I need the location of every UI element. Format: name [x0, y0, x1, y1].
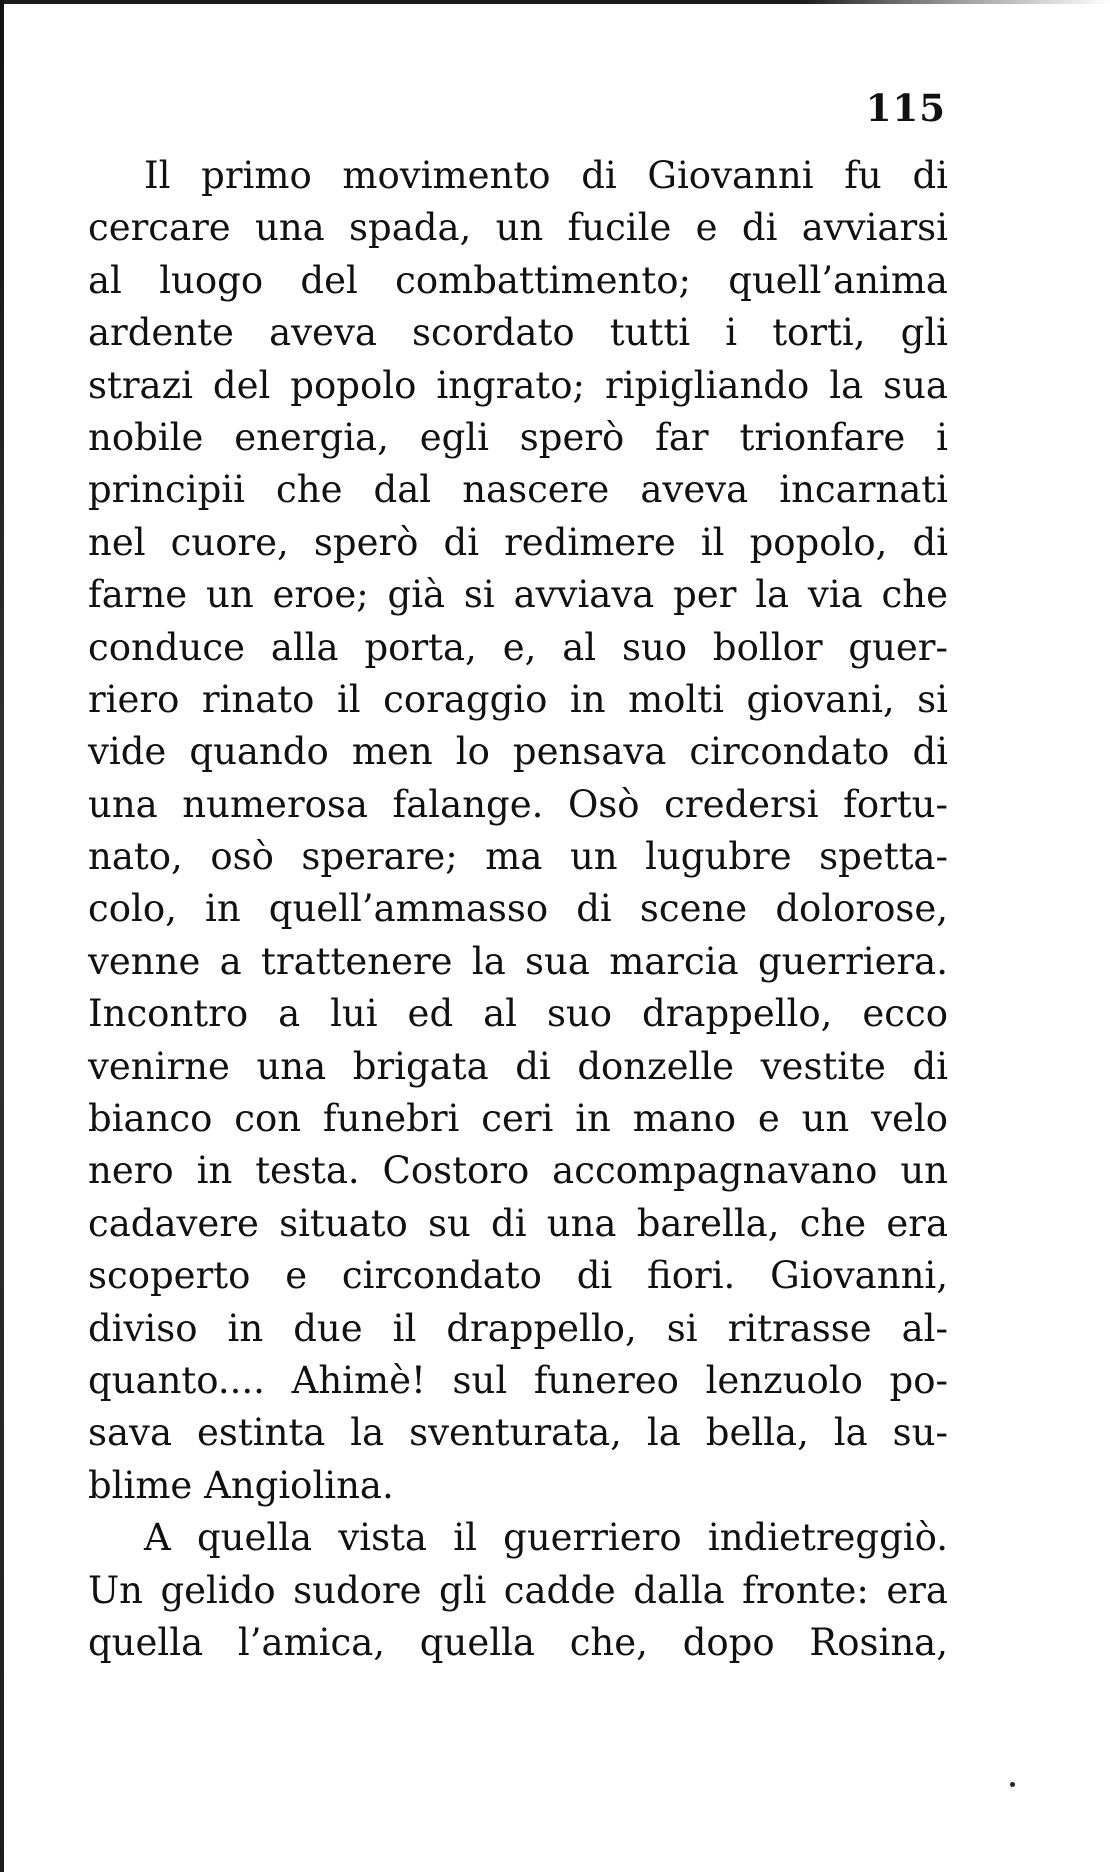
text-line: riero rinato il coraggio in molti giovani, si — [88, 677, 948, 721]
text-line: ardente aveva scordato tutti i torti, gli — [88, 311, 948, 355]
text-line: Un gelido sudore gli cadde dalla fronte: era — [88, 1568, 948, 1612]
text-line: nel cuore, sperò di redimere il popolo, di — [88, 520, 948, 564]
paragraph-1 — [88, 150, 948, 1512]
text-line: colo, in quell’ammasso di scene dolorose, — [88, 887, 948, 931]
scan-top-edge — [0, 0, 1110, 4]
scan-speck — [1010, 1782, 1015, 1787]
text-line: Incontro a lui ed al suo drappello, ecco — [88, 992, 948, 1036]
text-line: scoperto e circondato di fiori. Giovanni, — [88, 1254, 948, 1298]
text-line: farne un eroe; già si avviava per la via che — [88, 573, 948, 617]
text-line: A quella vista il guerriero indietreggiò. — [144, 1516, 948, 1560]
text-line: quanto.... Ahimè! sul funereo lenzuolo po- — [88, 1358, 948, 1402]
text-line: nato, osò sperare; ma un lugubre spetta- — [88, 835, 948, 879]
paragraph-2 — [88, 1512, 948, 1669]
text-line: nero in testa. Costoro accompagnavano un — [88, 1149, 948, 1193]
text-line: conduce alla porta, e, al suo bollor guer- — [88, 625, 948, 669]
text-line: nobile energia, egli sperò far trionfare i — [88, 415, 948, 459]
text-line: cercare una spada, un fucile e di avviarsi — [88, 206, 948, 250]
text-line: Il primo movimento di Giovanni fu di — [144, 154, 948, 197]
scan-left-edge — [0, 0, 4, 1872]
text-line: vide quando men lo pensava circondato di — [88, 730, 948, 774]
text-line: bianco con funebri ceri in mano e un velo — [88, 1097, 948, 1141]
page-number: 115 — [865, 86, 946, 130]
text-line: venirne una brigata di donzelle vestite di — [88, 1044, 948, 1088]
text-line: strazi del popolo ingrato; ripigliando la sua — [88, 363, 948, 407]
text-line: principii che dal nascere aveva incarnati — [88, 468, 948, 512]
page-text — [88, 150, 948, 1669]
text-line: venne a trattenere la sua marcia guerriera. — [88, 939, 948, 983]
text-line: diviso in due il drappello, si ritrasse al- — [88, 1306, 948, 1350]
text-line: quella l’amica, quella che, dopo Rosina, — [88, 1620, 948, 1664]
text-line: una numerosa falange. Osò credersi fortu- — [88, 782, 948, 826]
text-line: cadavere situato su di una barella, che era — [88, 1201, 948, 1245]
text-line: blime Angiolina. — [88, 1463, 394, 1507]
text-line: sava estinta la sventurata, la bella, la su- — [88, 1411, 948, 1455]
text-line: al luogo del combattimento; quell’anima — [88, 258, 948, 302]
